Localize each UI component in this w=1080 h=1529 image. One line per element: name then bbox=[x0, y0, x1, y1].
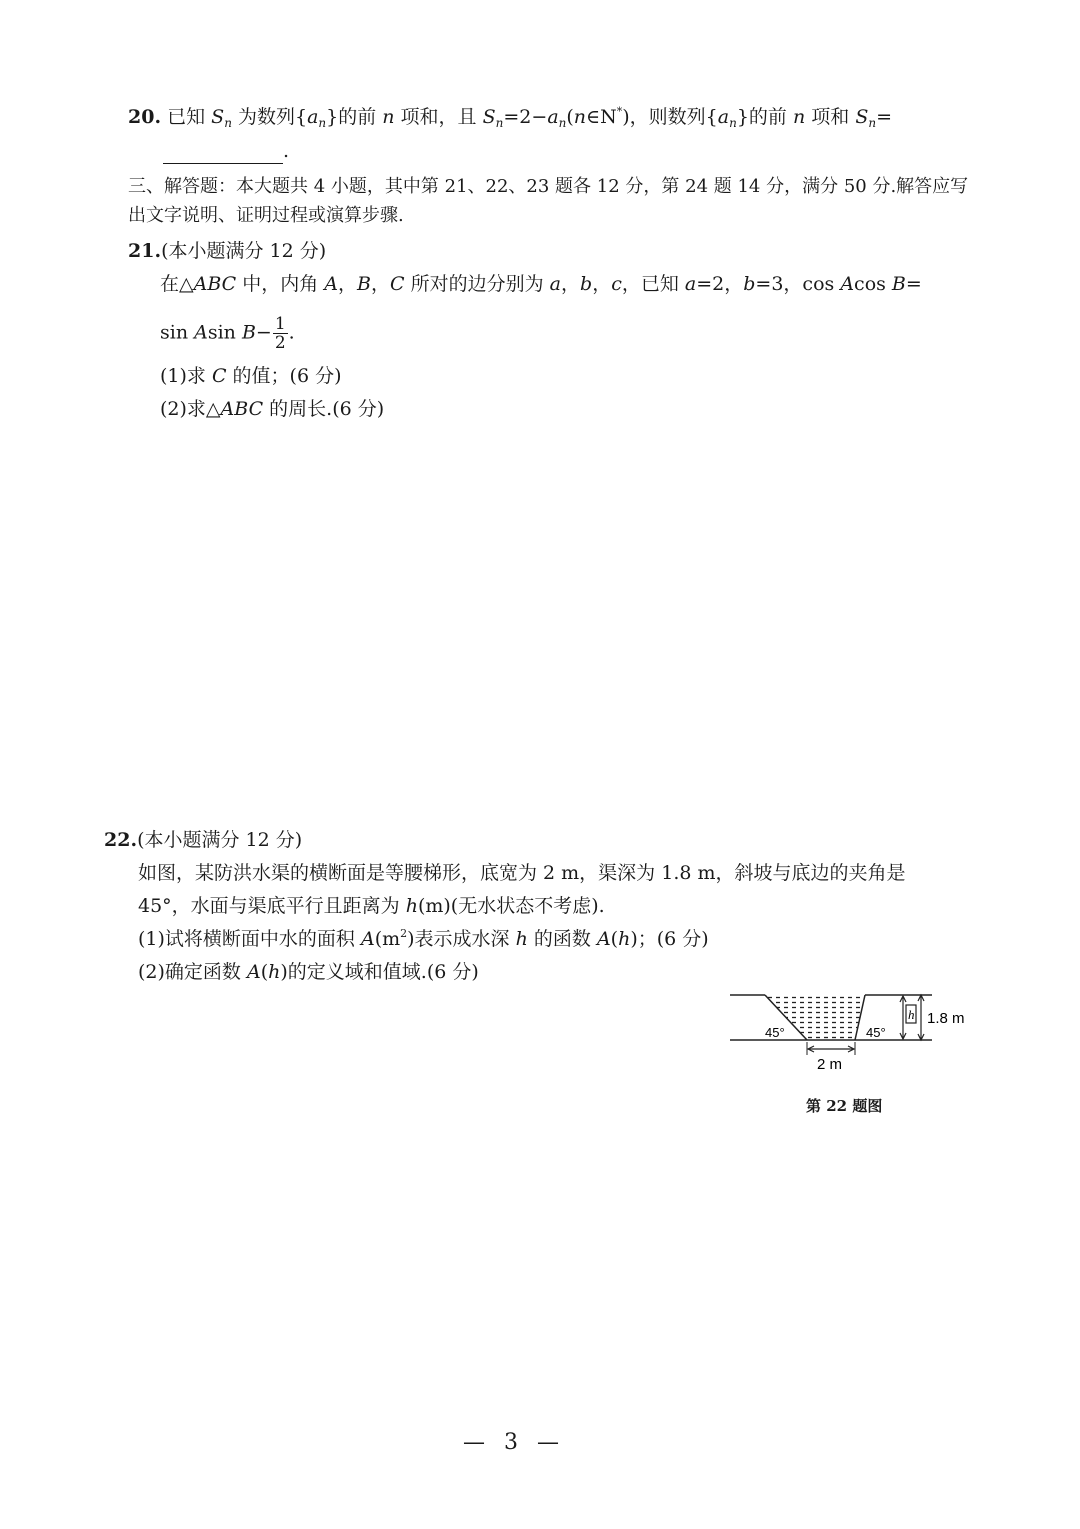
text: 在△ bbox=[160, 273, 194, 295]
question-21-part-1 bbox=[160, 363, 342, 389]
text: A bbox=[840, 273, 855, 295]
text: 为数列{ bbox=[231, 106, 308, 128]
text: sin bbox=[207, 321, 242, 344]
section-instructions: 出文字说明、证明过程或演算步骤. bbox=[128, 205, 404, 226]
text: h bbox=[405, 895, 418, 917]
channel-cross-section-figure bbox=[720, 985, 980, 1085]
text: S bbox=[855, 106, 869, 128]
text: C bbox=[390, 273, 405, 295]
text: ( bbox=[566, 106, 574, 128]
text: * bbox=[616, 105, 623, 118]
text: 项和，且 bbox=[394, 106, 483, 128]
question-points: (本小题满分 12 分) bbox=[161, 240, 327, 262]
text: n bbox=[382, 106, 395, 128]
text: ， bbox=[338, 273, 358, 295]
text: a bbox=[549, 273, 561, 295]
question-number: 22. bbox=[104, 829, 138, 851]
text: n bbox=[729, 116, 737, 130]
text: = bbox=[905, 273, 922, 295]
page-number: — 3 — bbox=[463, 1430, 565, 1455]
text: A bbox=[596, 928, 611, 950]
text: (m bbox=[374, 928, 401, 950]
answer-blank[interactable] bbox=[163, 145, 283, 164]
text: )；(6 分) bbox=[630, 928, 709, 950]
text: n bbox=[224, 116, 232, 130]
figure-caption: 第 22 题图 bbox=[806, 1097, 883, 1115]
text: (1)求 bbox=[160, 365, 212, 387]
text: 如图，某防洪水渠的横断面是等腰梯形，底宽为 2 m，渠深为 1.8 m，斜坡与底边的夹角是 bbox=[138, 862, 906, 884]
text: h bbox=[268, 961, 281, 983]
text: n bbox=[318, 116, 327, 130]
text: (2)确定函数 bbox=[138, 961, 247, 983]
angle-label-left: 45° bbox=[765, 1025, 785, 1040]
section-3-line-2 bbox=[128, 203, 404, 229]
section-heading: 三、解答题：本大题共 4 小题，其中第 21、22、23 题各 12 分，第 24 题 14 分，满分 50 分.解答应写 bbox=[128, 176, 969, 197]
text: = bbox=[876, 106, 892, 128]
text: =2， bbox=[696, 273, 744, 295]
text: )，则数列{ bbox=[622, 106, 718, 128]
question-22-line-2 bbox=[138, 893, 605, 919]
fraction-denominator: 2 bbox=[274, 333, 286, 353]
text: (1)试将横断面中水的面积 bbox=[138, 928, 361, 950]
text: =3，cos bbox=[755, 273, 841, 295]
question-21-line-1 bbox=[160, 271, 922, 297]
question-21-line-2 bbox=[160, 315, 295, 352]
fraction bbox=[273, 315, 288, 352]
text: ， bbox=[371, 273, 391, 295]
text: h bbox=[515, 928, 528, 950]
text: S bbox=[211, 106, 225, 128]
text: n bbox=[495, 116, 504, 130]
text: (m)(无水状态不考虑). bbox=[417, 895, 605, 917]
text: B bbox=[891, 273, 906, 295]
question-20-line-1 bbox=[128, 104, 892, 133]
text: }的前 bbox=[736, 106, 793, 128]
text: 的周长.(6 分) bbox=[263, 398, 385, 420]
text: n bbox=[792, 106, 806, 128]
section-3-line-1 bbox=[128, 174, 968, 200]
question-22-part-1 bbox=[138, 926, 709, 955]
question-22-part-2 bbox=[138, 959, 479, 985]
text: c bbox=[611, 273, 622, 295]
question-21-header bbox=[128, 238, 326, 264]
text: S bbox=[482, 106, 496, 128]
text: }的前 bbox=[326, 106, 383, 128]
question-22-line-1 bbox=[138, 860, 906, 886]
text: 项和 bbox=[805, 106, 856, 128]
question-21-part-2 bbox=[160, 396, 384, 422]
text: n bbox=[868, 116, 877, 130]
text: 2 bbox=[400, 927, 408, 940]
fraction-numerator: 1 bbox=[274, 314, 286, 334]
text: A bbox=[324, 273, 339, 295]
text: a bbox=[547, 106, 559, 128]
text: ， bbox=[592, 273, 612, 295]
text: 的函数 bbox=[527, 928, 597, 950]
text: . bbox=[288, 321, 295, 344]
text: n bbox=[558, 116, 567, 130]
text: sin bbox=[160, 321, 195, 344]
text: A bbox=[194, 321, 208, 344]
text: )的定义域和值域.(6 分) bbox=[280, 961, 479, 983]
text: 45°，水面与渠底平行且距离为 bbox=[138, 895, 406, 917]
text: (2)求△ bbox=[160, 398, 221, 420]
text: ( bbox=[260, 961, 269, 983]
text: − bbox=[255, 321, 272, 344]
text: ， bbox=[561, 273, 581, 295]
question-number: 20. bbox=[128, 106, 162, 128]
text: n bbox=[573, 106, 587, 128]
text: 所对的边分别为 bbox=[404, 273, 550, 295]
text: )表示成水深 bbox=[407, 928, 516, 950]
text: a bbox=[307, 106, 319, 128]
text: C bbox=[211, 365, 227, 387]
angle-label-right: 45° bbox=[866, 1025, 886, 1040]
text: b bbox=[743, 273, 756, 295]
text: ABC bbox=[193, 273, 237, 295]
text: 已知 bbox=[167, 106, 212, 128]
text: ，已知 bbox=[621, 273, 685, 295]
text: B bbox=[241, 321, 256, 344]
text: h bbox=[618, 928, 631, 950]
question-number: 21. bbox=[128, 240, 162, 262]
question-points: (本小题满分 12 分) bbox=[137, 829, 303, 851]
text: 中，内角 bbox=[236, 273, 325, 295]
depth-label: 1.8 m bbox=[927, 1010, 965, 1027]
width-label: 2 m bbox=[817, 1056, 843, 1073]
text: a bbox=[684, 273, 697, 295]
question-22-header bbox=[104, 827, 302, 853]
answer-blank-line bbox=[163, 138, 289, 164]
text: 的值；(6 分) bbox=[226, 365, 342, 387]
text: a bbox=[717, 106, 730, 128]
text: ( bbox=[610, 928, 619, 950]
text: B bbox=[357, 273, 372, 295]
text: cos bbox=[854, 273, 892, 295]
text: =2− bbox=[503, 106, 548, 128]
text: A bbox=[246, 961, 261, 983]
text: . bbox=[283, 140, 290, 162]
text: ABC bbox=[220, 398, 264, 420]
text: ∈N bbox=[586, 106, 617, 128]
h-label: h bbox=[908, 1007, 915, 1022]
text: A bbox=[360, 928, 375, 950]
text: b bbox=[580, 273, 593, 295]
